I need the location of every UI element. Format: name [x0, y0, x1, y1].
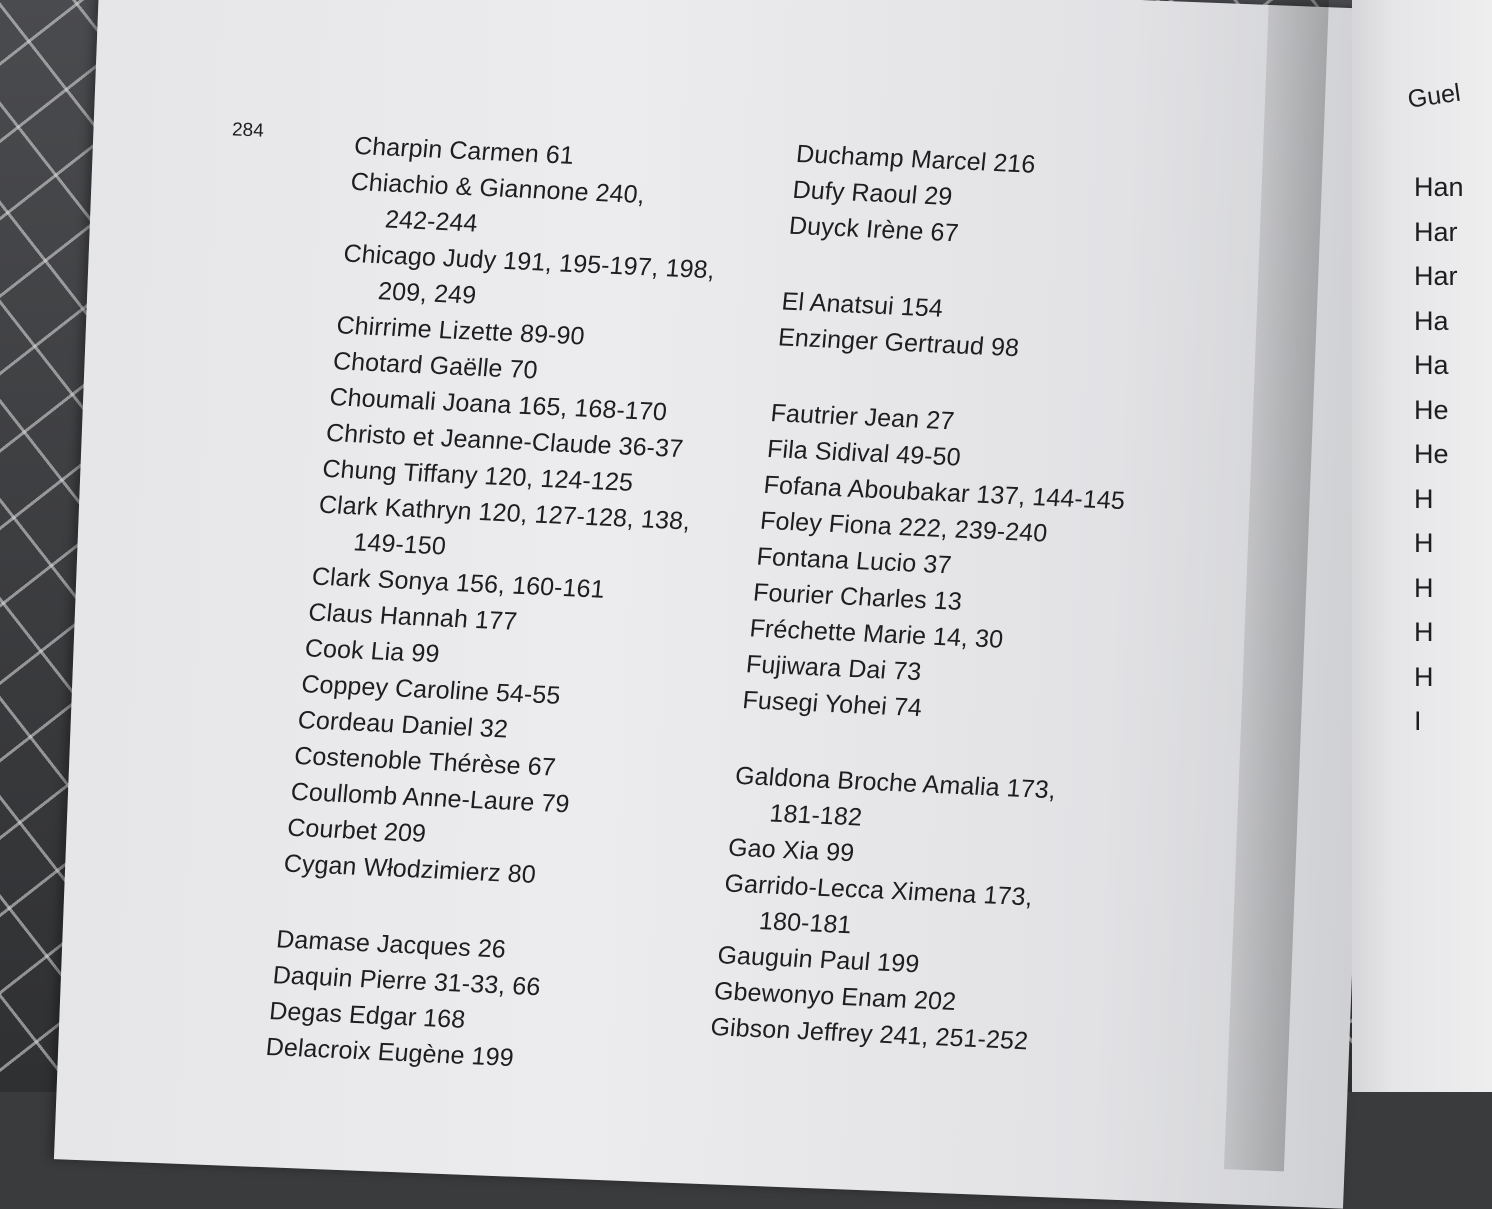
index-entry-text: Garrido-Lecca Ximena 173, — [723, 869, 1034, 912]
index-entry-text: El Anatsui 154 — [780, 287, 945, 323]
index-entry-text: Chicago Judy 191, 195-197, 198, — [342, 239, 717, 285]
index-entry-continuation: 181-182 — [768, 799, 864, 832]
index-entry-text: Chirrime Lizette 89-90 — [335, 311, 586, 351]
index-entry-continuation: 180-181 — [757, 907, 853, 940]
index-entry-text: Degas Edgar 168 — [268, 997, 467, 1034]
index-entry-text: Galdona Broche Amalia 173, — [733, 761, 1058, 805]
facing-page-entry: He — [1414, 394, 1449, 425]
index-entry-text: Dufy Raoul 29 — [791, 175, 954, 212]
index-entry-continuation: 209, 249 — [376, 277, 478, 310]
index-entry-text: Clark Sonya 156, 160-161 — [310, 562, 606, 604]
index-entry-text: Claus Hannah 177 — [307, 598, 519, 636]
index-column-left — [264, 128, 727, 1082]
index-entry-text: Chung Tiffany 120, 124-125 — [321, 454, 635, 497]
facing-page-entries — [1414, 172, 1464, 751]
facing-page-entry: Ha — [1414, 350, 1449, 380]
facing-page-entry: H — [1414, 572, 1434, 603]
facing-page-entry: He — [1414, 439, 1449, 469]
index-entry-text: Damase Jacques 26 — [275, 925, 508, 964]
facing-page-entry: Har — [1414, 216, 1458, 247]
index-entry-text: Fofana Aboubakar 137, 144-145 — [762, 470, 1127, 516]
index-entry-text: Delacroix Eugène 199 — [264, 1032, 516, 1073]
index-entry-continuation: 149-150 — [352, 528, 448, 561]
index-entry-text: Fréchette Marie 14, 30 — [748, 614, 1005, 654]
facing-page-entry: Har — [1414, 261, 1458, 291]
index-entry-text: Fusegi Yohei 74 — [741, 686, 924, 723]
index-entry-text: Duyck Irène 67 — [787, 211, 960, 248]
index-entry-text: Coullomb Anne-Laure 79 — [289, 777, 571, 819]
index-entry-text: Courbet 209 — [286, 813, 428, 848]
index-entry-text: Gibson Jeffrey 241, 251-252 — [709, 1013, 1030, 1056]
facing-page-entry: Ha — [1414, 305, 1449, 336]
index-entry-text: Cordeau Daniel 32 — [296, 706, 510, 744]
index-entry-text: Christo et Jeanne-Claude 36-37 — [324, 419, 685, 464]
facing-page-entry: H — [1414, 617, 1434, 647]
index-entry-text: Fila Sidival 49-50 — [765, 434, 963, 472]
facing-page-entry: H — [1414, 528, 1434, 558]
facing-page-entry: I — [1414, 706, 1422, 736]
index-entry-text: Fujiwara Dai 73 — [744, 650, 923, 687]
facing-page-entry: H — [1414, 483, 1434, 514]
index-entry-text: Clark Kathryn 120, 127-128, 138, — [317, 490, 692, 536]
index-entry-text: Choumali Joana 165, 168-170 — [328, 383, 669, 427]
index-entry-text: Gauguin Paul 199 — [716, 941, 921, 979]
index-column-right — [709, 136, 1159, 1061]
index-entry-text: Duchamp Marcel 216 — [794, 139, 1037, 179]
index-entry-text: Fautrier Jean 27 — [769, 399, 956, 436]
index-entry-text: Daquin Pierre 31-33, 66 — [271, 961, 542, 1002]
page-number: 284 — [231, 119, 265, 142]
index-entry-continuation: 242-244 — [383, 205, 479, 238]
index-entry-text: Gbewonyo Enam 202 — [712, 977, 958, 1017]
facing-page-entry: Han — [1414, 172, 1464, 202]
index-entry-text: Fourier Charles 13 — [751, 578, 964, 616]
index-entry-text: Costenoble Thérèse 67 — [293, 741, 558, 782]
index-entry-text: Coppey Caroline 54-55 — [300, 670, 562, 710]
index-entry-text: Cygan Włodzimierz 80 — [282, 849, 538, 889]
index-entry-text: Enzinger Gertraud 98 — [776, 323, 1021, 363]
index-entry-text: Chotard Gaëlle 70 — [331, 347, 539, 385]
index-entry-text: Cook Lia 99 — [303, 634, 441, 669]
facing-page-entry: H — [1414, 661, 1434, 692]
index-entry-text: Fontana Lucio 37 — [755, 542, 953, 580]
index-entry-text: Chiachio & Giannone 240, — [349, 167, 647, 210]
index-entry-text: Gao Xia 99 — [726, 833, 856, 868]
index-entry-text: Foley Fiona 222, 239-240 — [758, 506, 1049, 548]
index-entry-text: Charpin Carmen 61 — [352, 131, 576, 170]
facing-page-header: Guel — [1406, 78, 1463, 114]
